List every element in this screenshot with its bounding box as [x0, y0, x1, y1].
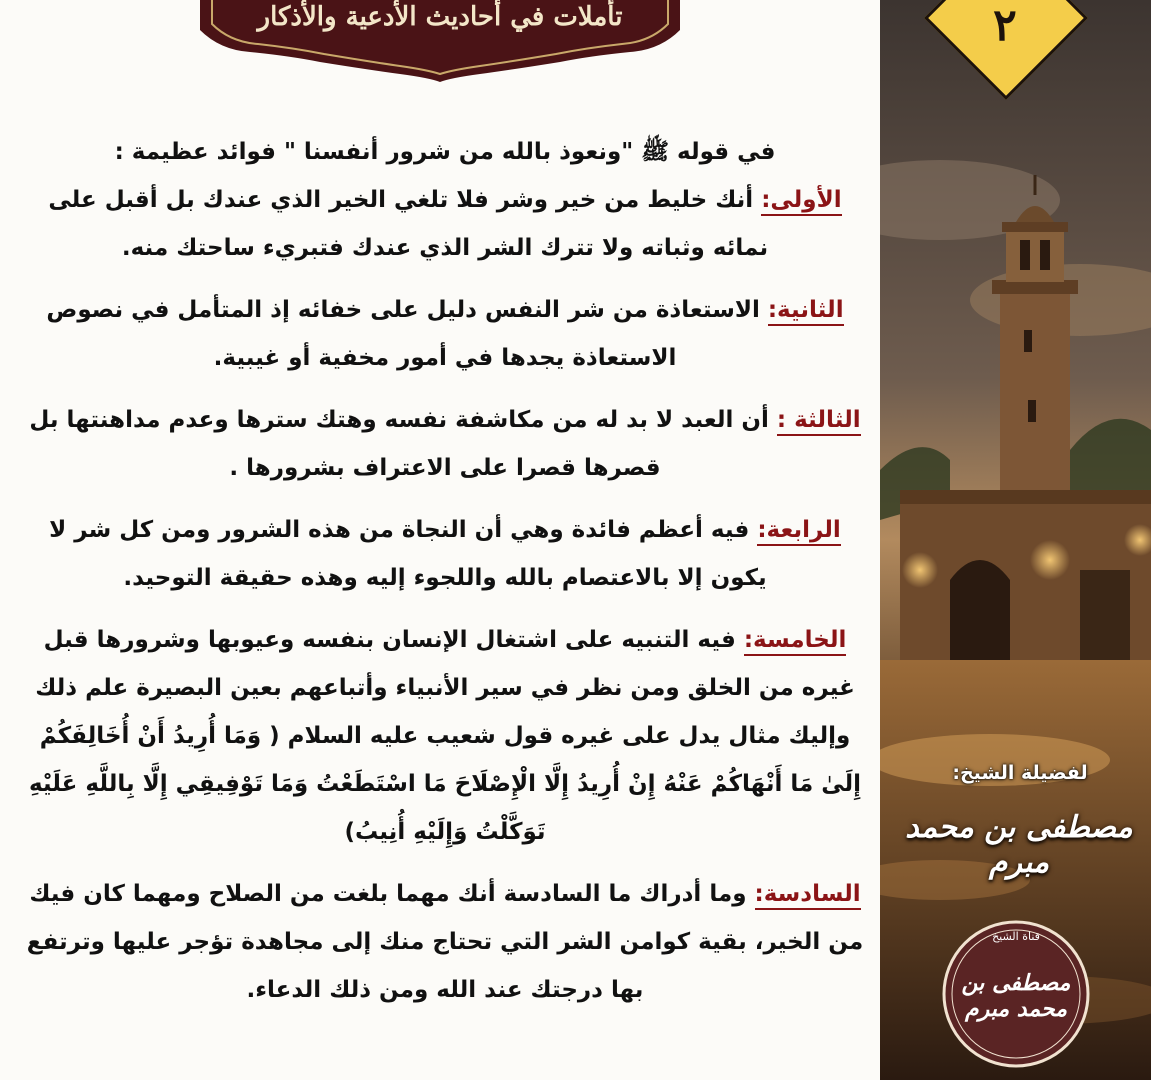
seal-name: مصطفى بن محمد مبرم: [961, 970, 1071, 1022]
point-4: [20, 506, 870, 602]
article-body: [20, 128, 870, 1028]
point-1: [20, 176, 870, 272]
badge-number: ٢: [993, 0, 1017, 51]
sheikh-name-calligraphy: مصطفى بن محمد مبرم: [905, 810, 1133, 880]
point-2-text: الاستعاذة من شر النفس دليل على خفائه إذ المتأمل في نصوص الاستعاذة يجدها في أمور مخفية أو غيبية.: [46, 297, 768, 371]
point-4-text: فيه أعظم فائدة وهي أن النجاة من هذه الشرور ومن كل شر لا يكون إلا بالاعتصام بالله واللجوء إليه وهذه حقيقة التوحيد.: [49, 517, 767, 591]
point-3-text: أن العبد لا بد له من مكاشفة نفسه وهتك سترها وعدم مداهنتها بل قصرها قصرا على الاعتراف بشرورها .: [29, 407, 777, 481]
point-5: [20, 616, 870, 856]
point-5-text: فيه التنبيه على اشتغال الإنسان بنفسه وعيوبها وشرورها قبل غيره من الخلق ومن نظر في سير الأنبياء وأتباعهم بعين البصيرة علم ذلك وإليك مثال يدل على غيره قول شعيب عليه السلام ( وَمَا أُرِيدُ أَنْ أُخَالِفَكُمْ إِلَىٰ مَا أَنْهَاكُمْ عَنْهُ إِنْ أُرِيدُ إِلَّا الْإِصْلَاحَ مَا اسْتَطَعْتُ وَمَا تَوْفِيقِي إِلَّا بِاللَّهِ عَلَيْهِ تَوَكَّلْتُ وَإِلَيْهِ أُنِيبُ): [28, 627, 862, 845]
point-1-text: أنك خليط من خير وشر فلا تلغي الخير الذي عندك بل أقبل على نمائه وثباته ولا تترك الشر الذي عندك فتبريء ساحتك منه.: [48, 187, 769, 261]
sheikh-label: لفضيلة الشيخ:: [952, 762, 1088, 784]
point-3: [20, 396, 870, 492]
intro-line: في قوله ﷺ "ونعوذ بالله من شرور أنفسنا " فوائد عظيمة :: [114, 139, 776, 165]
point-2: [20, 286, 870, 382]
point-6-label: السادسة:: [755, 881, 861, 910]
point-3-label: الثالثة :: [777, 407, 861, 436]
point-2-label: الثانية:: [768, 297, 844, 326]
point-6-text: وما أدراك ما السادسة أنك مهما بلغت من الصلاح ومهما كان فيك من الخير، بقية كوامن الشر التي تحتاج منك إلى مجاهدة تؤجر عليها وترتفع بها درجتك عند الله ومن ذلك الدعاء.: [26, 881, 864, 1003]
point-1-label: الأولى:: [761, 187, 841, 216]
point-5-label: الخامسة:: [744, 627, 847, 656]
seal-caption: قناة الشيخ: [992, 930, 1040, 943]
point-6: [20, 870, 870, 1014]
header-title: تأملات في أحاديث الأدعية والأذكار: [257, 2, 623, 32]
point-4-label: الرابعة:: [757, 517, 840, 546]
